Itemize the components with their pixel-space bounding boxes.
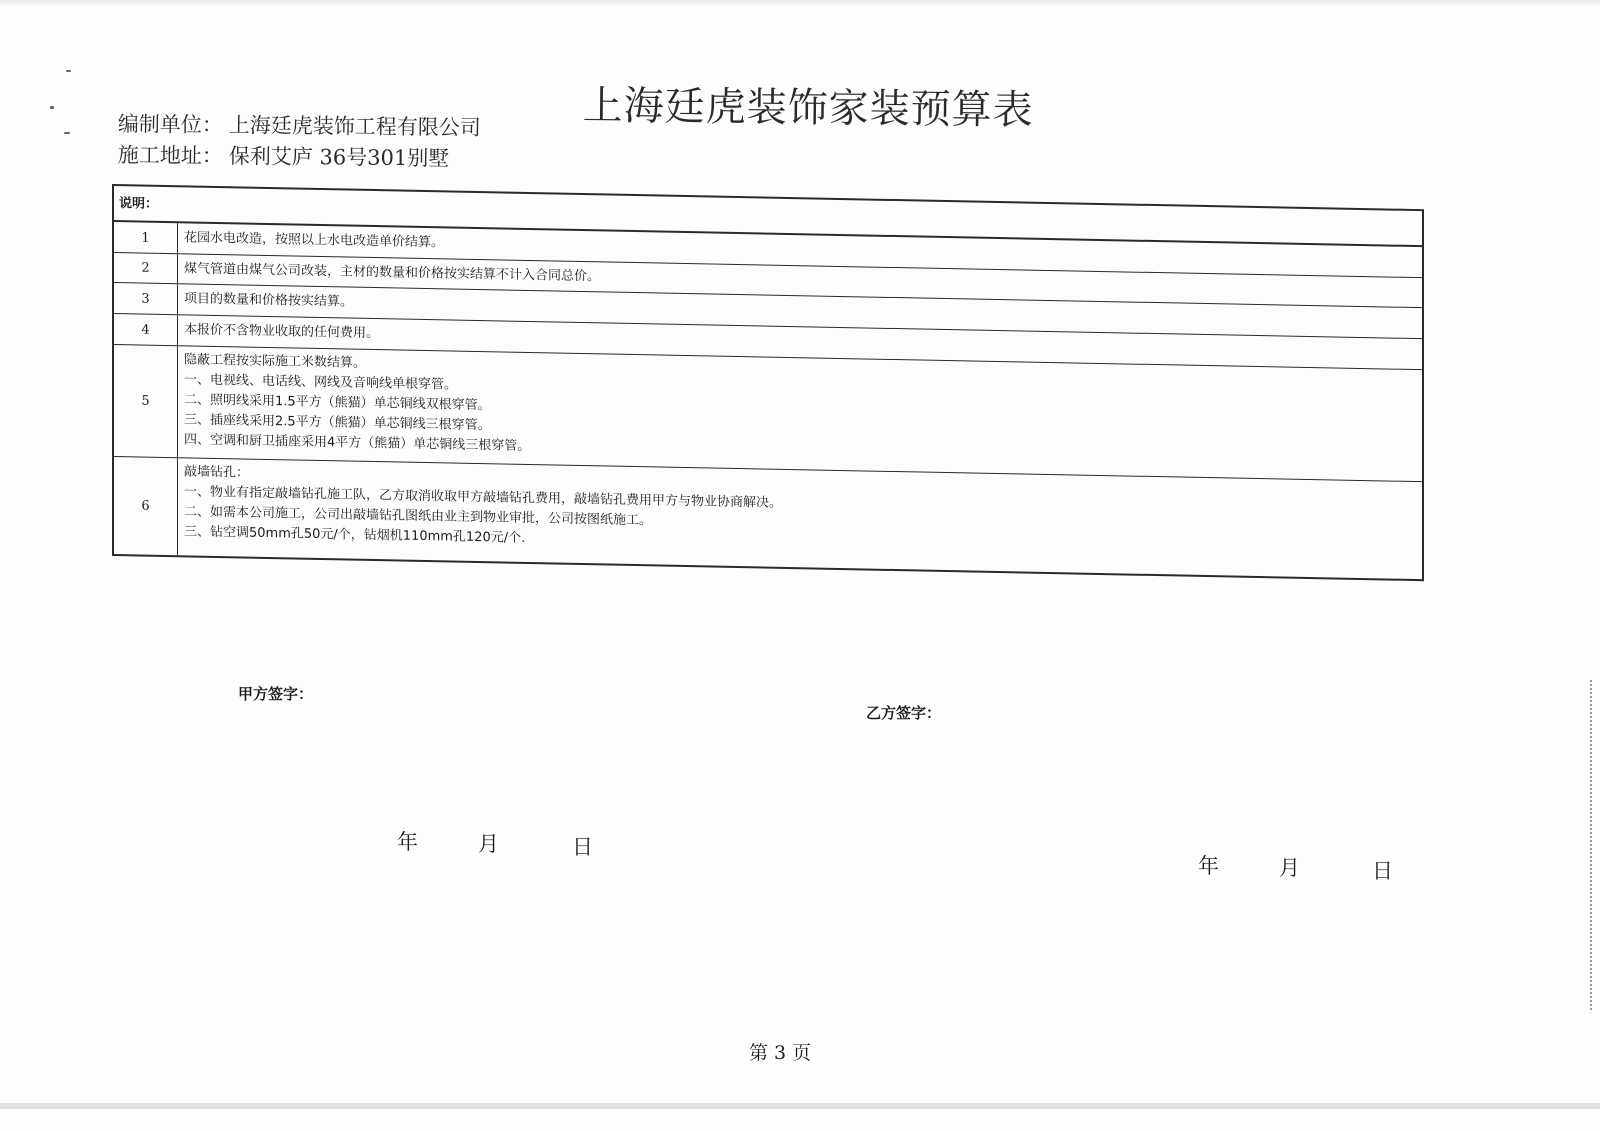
note-number: 5 xyxy=(114,345,178,457)
party-a-date-month: 月 xyxy=(478,832,499,856)
scan-edge-bottom xyxy=(0,1103,1600,1109)
scan-speck xyxy=(66,70,71,72)
prepared-by-value: 上海廷虎装饰工程有限公司 xyxy=(228,113,481,140)
site-address-label: 施工地址： xyxy=(117,142,223,169)
note-line: 三、钻空调50mm孔50元/个，钻烟机110mm孔120元/个. xyxy=(184,524,526,546)
page-prefix: 第 xyxy=(749,1042,769,1064)
notes-table xyxy=(112,184,1424,581)
note-line: 本报价不含物业收取的任何费用。 xyxy=(184,322,380,342)
site-address-value: 保利艾庐 36号301别墅 xyxy=(228,144,450,171)
note-line: 一、物业有指定敲墙钻孔施工队，乙方取消收取甲方敲墙钻孔费用，敲墙钻孔费用甲方与物业协商解决。 xyxy=(184,484,783,511)
page-number xyxy=(746,1038,814,1065)
site-address-line xyxy=(118,139,450,172)
note-line: 三、插座线采用2.5平方（熊猫）单芯铜线三根穿管。 xyxy=(184,412,491,434)
page-suffix: 页 xyxy=(792,1042,812,1064)
scan-edge-top xyxy=(0,0,1600,8)
prepared-by-label: 编制单位： xyxy=(117,111,223,138)
party-b-date-month: 月 xyxy=(1279,856,1300,880)
note-line: 项目的数量和价格按实结算。 xyxy=(184,291,354,310)
note-line: 煤气管道由煤气公司改装，主材的数量和价格按实结算不计入合同总价。 xyxy=(184,260,601,284)
notes-body xyxy=(114,222,1422,579)
prepared-by-line xyxy=(118,108,481,142)
note-number: 6 xyxy=(114,457,178,555)
note-line: 花园水电改造，按照以上水电改造单价结算。 xyxy=(184,230,445,251)
party-a-date-day: 日 xyxy=(572,835,593,859)
note-number: 2 xyxy=(114,253,178,283)
note-line: 二、如需本公司施工，公司出敲墙钻孔图纸由业主到物业审批，公司按图纸施工。 xyxy=(184,504,653,529)
party-b-date-year: 年 xyxy=(1198,854,1219,878)
party-b-date-day: 日 xyxy=(1372,859,1393,883)
party-a-date-year: 年 xyxy=(397,830,418,854)
note-line: 二、照明线采用1.5平方（熊猫）单芯铜线双根穿管。 xyxy=(184,392,491,414)
note-line: 四、空调和厨卫插座采用4平方（熊猫）单芯铜线三根穿管。 xyxy=(184,432,531,455)
document-title: 上海廷虎装饰家装预算表 xyxy=(582,82,1034,134)
note-number: 3 xyxy=(114,283,178,314)
note-line: 敲墙钻孔： xyxy=(184,464,250,481)
note-number: 4 xyxy=(114,314,178,345)
note-line: 隐蔽工程按实际施工米数结算。 xyxy=(184,352,367,371)
scan-speck xyxy=(64,132,70,134)
party-a-signature-label: 甲方签字： xyxy=(238,685,314,703)
notes-header: 说明： xyxy=(114,186,1422,247)
note-line: 一、电视线、电话线、网线及音响线单根穿管。 xyxy=(184,372,458,393)
page-number-value: 3 xyxy=(774,1042,787,1064)
scan-speck xyxy=(50,106,54,109)
note-number: 1 xyxy=(114,222,178,253)
scan-edge-right xyxy=(1590,680,1594,1010)
party-b-signature-label: 乙方签字： xyxy=(866,704,942,722)
